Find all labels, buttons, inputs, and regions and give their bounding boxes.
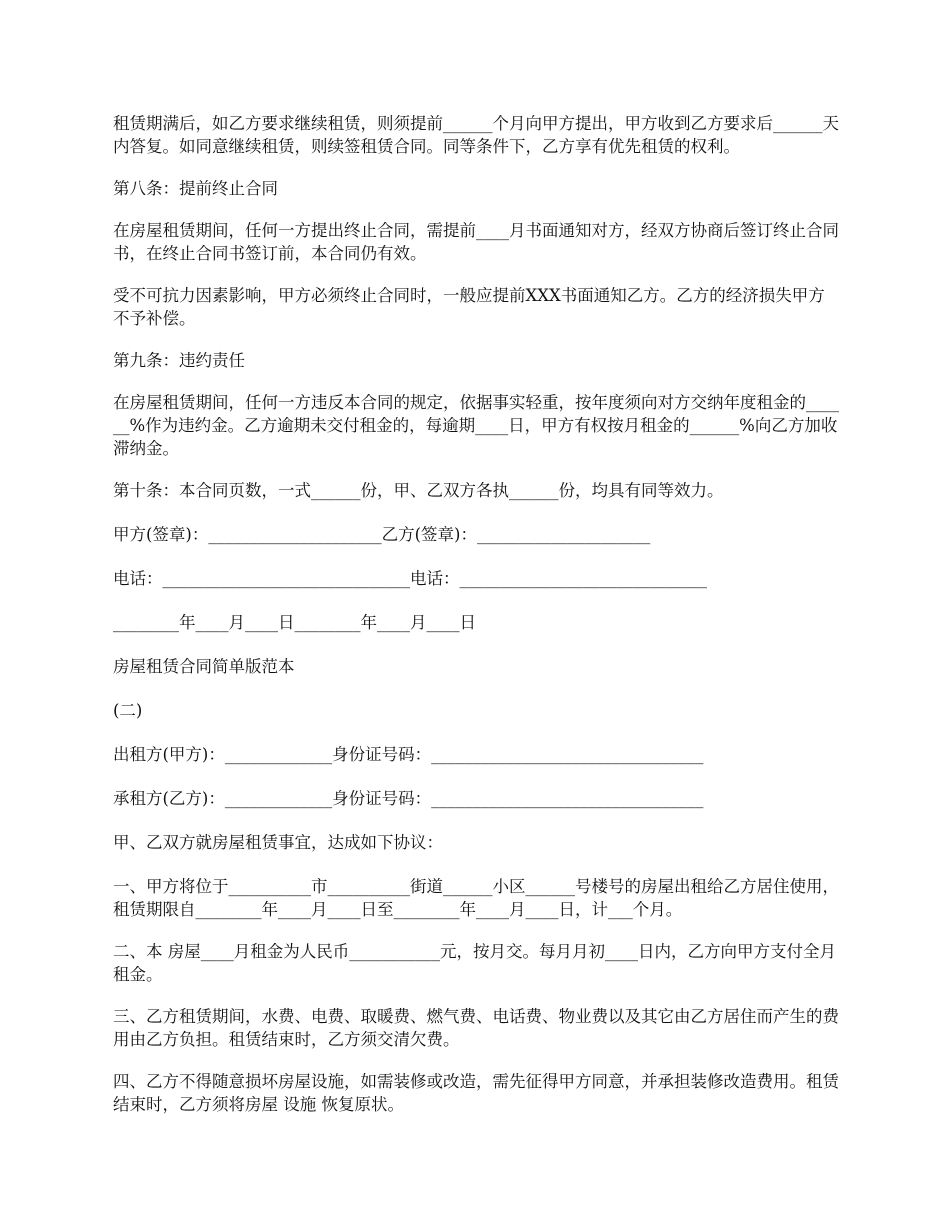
- paragraph-early-termination: 在房屋租赁期间，任何一方提出终止合同，需提前____月书面通知对方，经双方协商后签订终止合同书，在终止合同书签订前，本合同仍有效。: [113, 221, 839, 263]
- paragraph-force-majeure: 受不可抗力因素影响，甲方必须终止合同时，一般应提前XXX书面通知乙方。乙方的经济损失甲方不予补偿。: [113, 286, 825, 328]
- signature-line: 甲方(签章)：_____________________乙方(签章)：_____________________: [113, 525, 651, 544]
- paragraph-article-10: 第十条：本合同页数，一式______份，甲、乙双方各执______份，均具有同等效力。: [113, 481, 724, 500]
- paragraph-renewal: 租赁期满后，如乙方要求继续租赁，则须提前______个月向甲方提出，甲方收到乙方要求后______天内答复。如同意继续租赁，则续签租赁合同。同等条件下，乙方享有优先租赁的权利。: [113, 114, 839, 156]
- date-line: ________年____月____日________年____月____日: [113, 613, 476, 632]
- phone-line: 电话：______________________________电话：______________________________: [113, 569, 707, 588]
- clause-3: 三、乙方租赁期间，水费、电费、取暖费、燃气费、电话费、物业费以及其它由乙方居住而产生的费用由乙方负担。租赁结束时，乙方须交清欠费。: [113, 1007, 839, 1049]
- clause-4: 四、乙方不得随意损坏房屋设施，如需装修或改造，需先征得甲方同意，并承担装修改造费用。租赁结束时，乙方须将房屋 设施 恢复原状。: [113, 1072, 839, 1114]
- agreement-intro: 甲、乙双方就房屋租赁事宜，达成如下协议：: [113, 833, 443, 852]
- paragraph-breach-liability: 在房屋租赁期间，任何一方违反本合同的规定，依据事实轻重，按年度须向对方交纳年度租金的______%作为违约金。乙方逾期未交付租金的，每逾期____日，甲方有权按月租金的______%向乙方加收滞纳金。: [113, 393, 839, 458]
- heading-article-9: 第九条：违约责任: [113, 351, 245, 370]
- clause-1: 一、甲方将位于__________市__________街道______小区______号楼号的房屋出租给乙方居住使用，租赁期限自________年____月____日至________年____月____日，计___个月。: [113, 877, 839, 919]
- clause-2: 二、本 房屋____月租金为人民币___________元，按月交。每月月初____日内，乙方向甲方支付全月租金。: [113, 942, 836, 984]
- heading-article-8: 第八条：提前终止合同: [113, 179, 278, 198]
- section-number: (二): [113, 701, 143, 720]
- lessor-line: 出租方(甲方)：_____________身份证号码：_________________________________: [113, 745, 704, 764]
- lessee-line: 承租方(乙方)：_____________身份证号码：_________________________________: [113, 789, 704, 808]
- section-title: 房屋租赁合同简单版范本: [113, 657, 295, 676]
- document-page: [113, 112, 840, 1116]
